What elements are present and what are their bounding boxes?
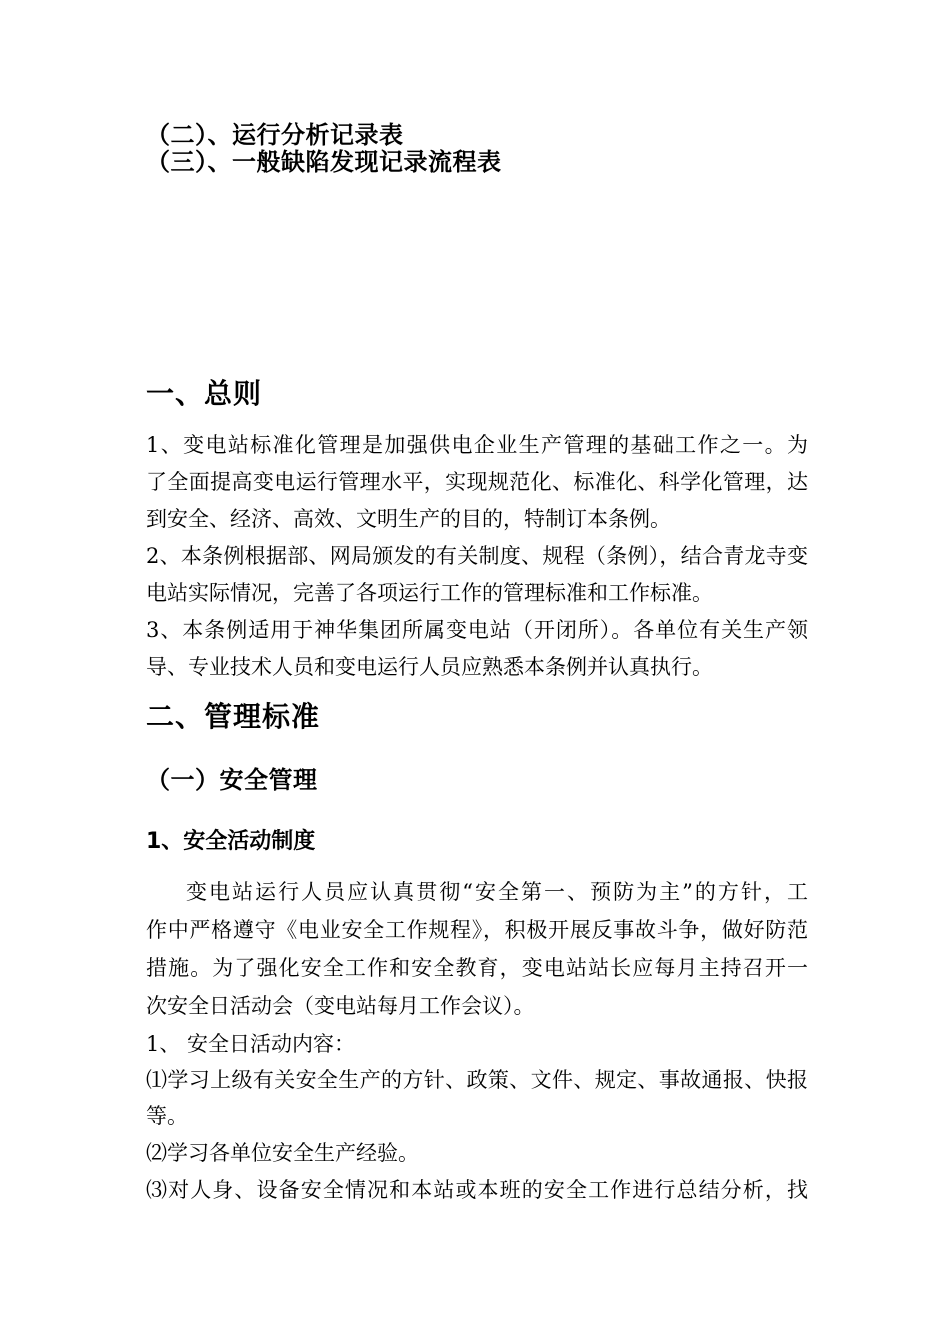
paragraph-line: 电站实际情况，完善了各项运行工作的管理标准和工作标准。 bbox=[146, 581, 713, 605]
paragraph-line: 导、专业技术人员和变电运行人员应熟悉本条例并认真执行。 bbox=[146, 655, 713, 679]
list-item-continuation: 等。 bbox=[146, 1104, 188, 1128]
toc-entry-operation-analysis: （二）、运行分析记录表 bbox=[146, 121, 404, 149]
paragraph-line: 2、本条例根据部、网局颁发的有关制度、规程（条例），结合青龙寺变 bbox=[146, 544, 808, 568]
paragraph-line: 3、本条例适用于神华集团所属变电站（开闭所）。各单位有关生产领 bbox=[146, 618, 808, 642]
list-item: ⑵学习各单位安全生产经验。 bbox=[146, 1141, 419, 1165]
toc-entry-defect-record: （三）、一般缺陷发现记录流程表 bbox=[146, 148, 502, 176]
paragraph-line: 次安全日活动会（变电站每月工作会议）。 bbox=[146, 994, 535, 1018]
paragraph-line: 作中严格遵守《电业安全工作规程》，积极开展反事故斗争，做好防范 bbox=[146, 918, 808, 942]
list-heading-safety-day-content: 1、 安全日活动内容： bbox=[146, 1032, 356, 1056]
list-item: ⑶对人身、设备安全情况和本站或本班的安全工作进行总结分析，找 bbox=[146, 1178, 808, 1202]
list-item: ⑴学习上级有关安全生产的方针、政策、文件、规定、事故通报、快报 bbox=[146, 1068, 808, 1092]
paragraph-line: 变电站运行人员应认真贯彻“安全第一、预防为主”的方针，工 bbox=[186, 880, 808, 904]
section-heading-management-standards: 二、管理标准 bbox=[146, 700, 321, 733]
item-heading-safety-activity-system: 1、安全活动制度 bbox=[146, 829, 316, 854]
paragraph-line: 到安全、经济、高效、文明生产的目的，特制订本条例。 bbox=[146, 507, 671, 531]
paragraph-line: 了全面提高变电运行管理水平，实现规范化、标准化、科学化管理，达 bbox=[146, 470, 808, 494]
section-heading-general: 一、总则 bbox=[146, 377, 263, 410]
paragraph-line: 措施。为了强化安全工作和安全教育，变电站站长应每月主持召开一 bbox=[146, 956, 808, 980]
paragraph-line: 1、变电站标准化管理是加强供电企业生产管理的基础工作之一。为 bbox=[146, 433, 808, 457]
subsection-heading-safety-management: （一）安全管理 bbox=[146, 766, 318, 794]
